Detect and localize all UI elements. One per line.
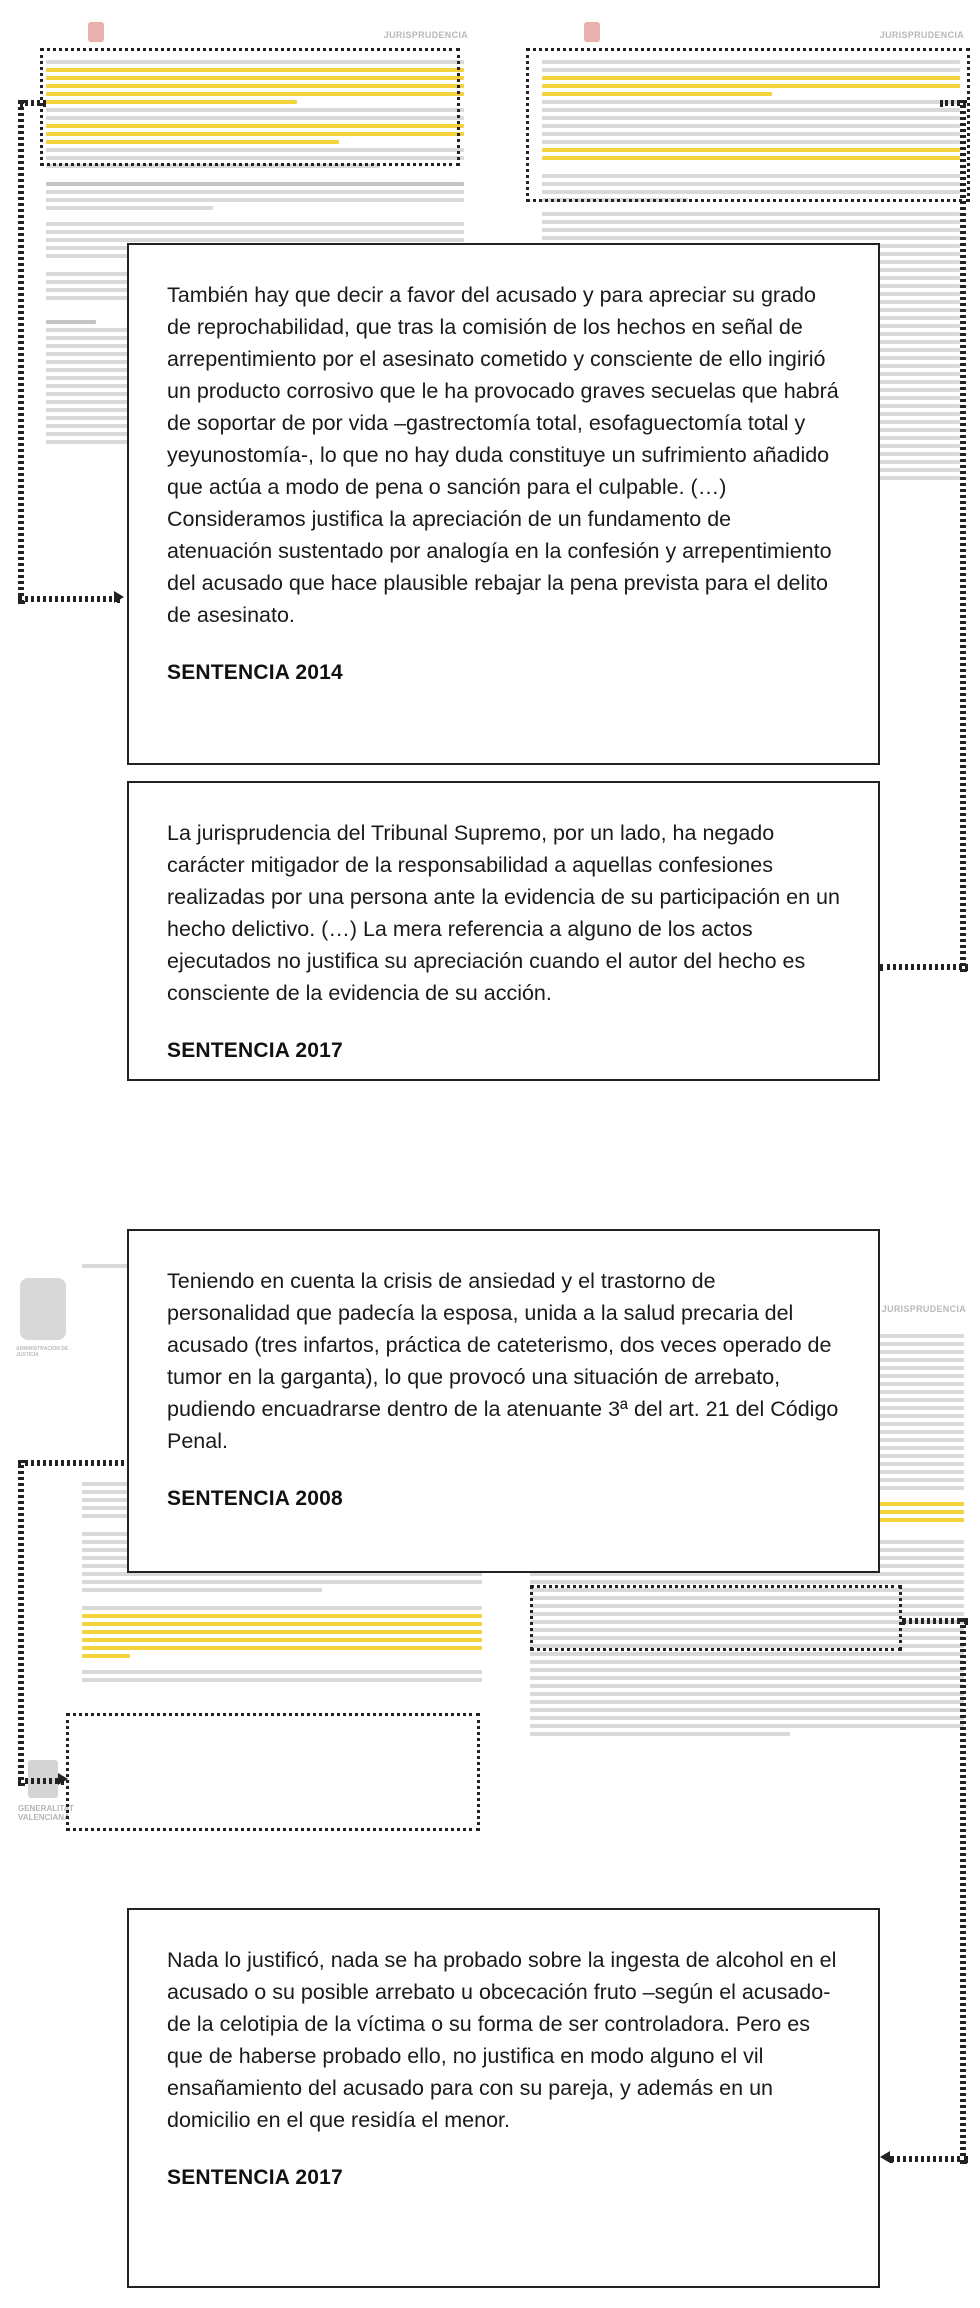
arrow-head-icon xyxy=(58,1773,68,1785)
doc-line xyxy=(530,1660,964,1664)
doc-line xyxy=(82,1588,322,1592)
doc-line xyxy=(530,1676,964,1680)
doc-line xyxy=(530,1692,964,1696)
quote-label: SENTENCIA 2014 xyxy=(167,661,343,684)
highlight-frame-2017-b xyxy=(530,1585,902,1651)
doc-line xyxy=(542,236,960,240)
doc-side-label: ADMINISTRACIÓN DE JUSTICIA xyxy=(16,1346,69,1358)
doc-line xyxy=(46,230,464,234)
doc-highlight-line xyxy=(82,1622,482,1626)
doc-line xyxy=(530,1580,964,1584)
doc-line xyxy=(46,182,464,186)
highlight-frame-2014 xyxy=(40,48,460,166)
court-seal-icon xyxy=(584,22,600,42)
spain-coat-of-arms-icon xyxy=(20,1278,66,1340)
quote-text: Nada lo justificó, nada se ha probado sobre la ingesta de alcohol en el acusado o su posible arrebato u obcecación fruto –según el acusado- de la celotipia de la víctima o su forma de ser controladora. Pero es que de haberse probado ello, no justifica en modo alguno el vil ensañamiento del acusado para con su pareja, y además en un domicilio en el que residía el menor. xyxy=(167,1948,837,2132)
connector-line xyxy=(890,2156,968,2162)
doc-line xyxy=(542,212,960,216)
quote-card-2014 xyxy=(127,243,880,765)
quote-card-2017-a xyxy=(127,781,880,1081)
connector-line xyxy=(960,1618,966,2164)
doc-line xyxy=(82,1678,482,1682)
doc-line xyxy=(530,1700,964,1704)
doc-footer-logo: GENERALITAT VALENCIANA xyxy=(18,1804,74,1822)
doc-line xyxy=(46,238,464,242)
quote-card-2017-b xyxy=(127,1908,880,2288)
doc-line xyxy=(82,1580,482,1584)
doc-header-label: JURISPRUDENCIA xyxy=(881,1304,966,1314)
doc-line xyxy=(530,1716,964,1720)
quote-label: SENTENCIA 2017 xyxy=(167,2166,343,2189)
connector-line xyxy=(880,964,968,970)
connector-line xyxy=(902,1618,968,1624)
connector-line xyxy=(18,1460,24,1786)
doc-line xyxy=(530,1684,964,1688)
doc-highlight-line xyxy=(82,1630,482,1634)
doc-line xyxy=(530,1652,964,1656)
doc-line xyxy=(46,198,464,202)
connector-line xyxy=(18,100,24,604)
doc-line xyxy=(530,1732,790,1736)
connector-line xyxy=(18,596,120,602)
doc-highlight-line xyxy=(82,1646,482,1650)
doc-highlight-line xyxy=(82,1654,130,1658)
arrow-head-icon xyxy=(114,591,124,603)
highlight-frame-2008 xyxy=(66,1713,480,1831)
doc-line xyxy=(46,320,96,324)
arrow-head-icon xyxy=(880,2151,890,2163)
doc-line xyxy=(530,1708,964,1712)
highlight-frame-2017-a xyxy=(526,48,970,202)
quote-text: La jurisprudencia del Tribunal Supremo, por un lado, ha negado carácter mitigador de la responsabilidad a aquellas confesiones realizadas por una persona ante la evidencia de su participación en un hecho delictivo. (…) La mera referencia a alguno de los actos ejecutados no justifica su apreciación cuando el autor del hecho es consciente de la evidencia de su acción. xyxy=(167,821,840,1005)
quote-label: SENTENCIA 2017 xyxy=(167,1039,343,1062)
doc-line xyxy=(542,220,960,224)
doc-highlight-line xyxy=(82,1638,482,1642)
quote-text: Teniendo en cuenta la crisis de ansiedad y el trastorno de personalidad que padecía la esposa, unida a la salud precaria del acusado (tres infartos, práctica de cateterismo, dos veces operado de tumor en la garganta), lo que provocó una situación de arrebato, pudiendo encuadrarse dentro de la atenuante 3ª del art. 21 del Código Penal. xyxy=(167,1269,839,1453)
connector-line xyxy=(960,100,966,972)
quote-label: SENTENCIA 2008 xyxy=(167,1487,343,1510)
doc-line xyxy=(46,222,464,226)
doc-header-label: JURISPRUDENCIA xyxy=(879,30,964,40)
doc-line xyxy=(542,228,960,232)
doc-line xyxy=(46,206,213,210)
doc-header-label: JURISPRUDENCIA xyxy=(383,30,468,40)
doc-line xyxy=(530,1668,964,1672)
doc-line xyxy=(82,1670,482,1674)
doc-line xyxy=(530,1724,964,1728)
doc-line xyxy=(46,190,464,194)
court-seal-icon xyxy=(88,22,104,42)
quote-text: También hay que decir a favor del acusado y para apreciar su grado de reprochabilidad, que tras la comisión de los hechos en señal de arrepentimiento por el asesinato cometido y consciente de ello ingirió un producto corrosivo que le ha provocado graves secuelas que habrá de soportar de por vida –gastrectomía total, esofaguectomía total y yeyunostomía-, lo que no hay duda constituye un sufrimiento añadido que actúa a modo de pena o sanción para el culpable. (…) Consideramos justifica la apreciación de un fundamento de atenuación sustentado por analogía en la confesión y arrepentimiento del acusado que hace plausible rebajar la pena prevista para el delito de asesinato. xyxy=(167,283,839,627)
quote-card-2008 xyxy=(127,1229,880,1573)
doc-highlight-line xyxy=(82,1614,482,1618)
connector-line xyxy=(18,1460,136,1466)
doc-line xyxy=(82,1606,482,1610)
